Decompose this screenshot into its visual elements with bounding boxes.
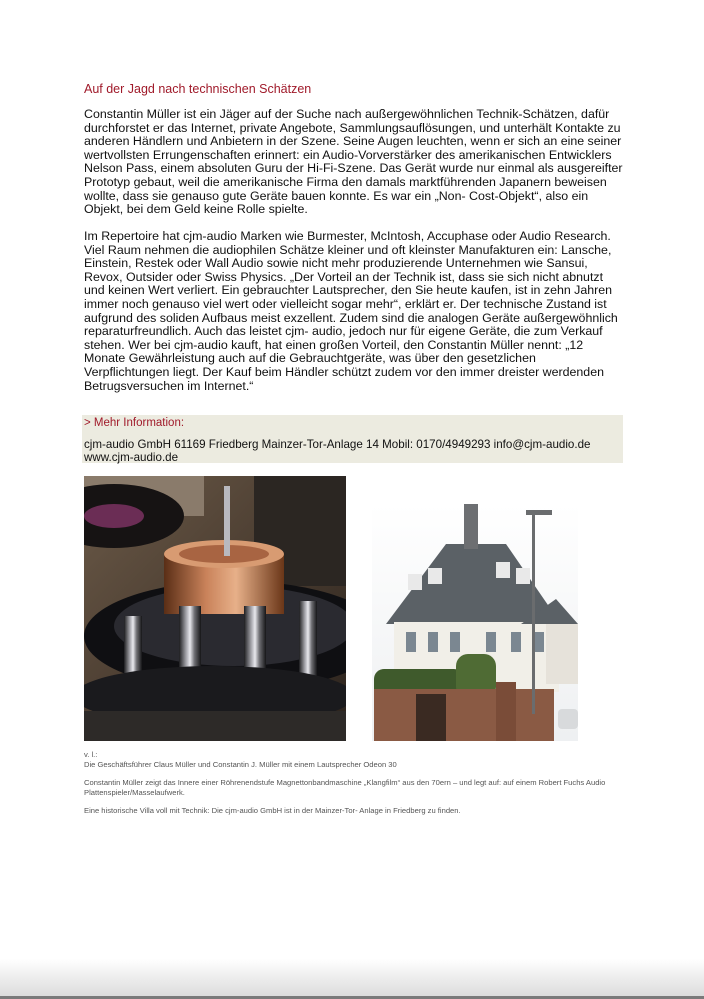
caption-1: Die Geschäftsführer Claus Müller und Constantin J. Müller mit einem Lautsprecher Odeon 30 [84, 760, 397, 769]
article-paragraph-1: Constantin Müller ist ein Jäger auf der Suche nach außergewöhnlichen Technik-Schätzen, dafür durchforstet er das Internet, private Angebote, Sammlungsauflösungen, und unterhält Kontakte zu anderen Händlern und Anbietern in der Szene. Seine Augen leuchten, wenn er sich an eine seiner wertvollsten Errungenschaften erinnert: ein Audio-Vorverstärker des amerikanischen Entwicklers Nelson Pass, einem absoluten Guru der Hi-Fi-Szene. Das Gerät wurde nur einmal als ausgereifter Prototyp gebaut, weil die amerikanische Firma den damals marktführenden Japanern beweisen wollte, dass sie genauso gute Geräte bauen konnte. Es war ein „Non- Cost-Objekt“, also ein Objekt, bei dem Geld keine Rolle spielte. [84, 107, 623, 217]
villa-photo [346, 504, 578, 741]
caption-3: Eine historische Villa voll mit Technik: Die cjm-audio GmbH ist in der Mainzer-Tor- Anlage in Friedberg zu finden. [84, 806, 461, 815]
info-box [82, 415, 623, 463]
caption-prefix: v. l.: [84, 750, 98, 759]
article-heading: Auf der Jagd nach technischen Schätzen [84, 82, 312, 96]
article-paragraph-2: Im Repertoire hat cjm-audio Marken wie Burmester, McIntosh, Accuphase oder Audio Research. Viel Raum nehmen die audiophilen Schätze kleiner und oft kleinster Manufakturen ein: Lansche, Einstein, Restek oder Wall Audio sowie nicht mehr produzierende Unternehmen wie Sansui, Revox, Outsider oder Swiss Physics. „Der Vorteil an der Technik ist, dass sie sich nicht abnutzt und keinen Wert verliert. Ein gebrauchter Lautsprecher, den Sie heute kaufen, ist in zehn Jahren immer noch genauso viel wert oder vielleicht sogar mehr“, erklärt er. Der technische Zustand ist aufgrund des soliden Aufbaus meist exzellent. Zudem sind die analogen Geräte außergewöhnlich reparaturfreundlich. Auch das leistet cjm- audio, jedoch nur für eigene Geräte, die zum Verkauf stehen. Wer bei cjm-audio kauft, hat einen großen Vorteil, den Constantin Müller nennt: „12 Monate Gewährleistung auch auf die Gebrauchtgeräte, was über den gesetzlichen Verpflichtungen liegt. Der Kauf beim Händler schützt zudem vor den immer dreister werdenden Betrugsversuchen im Internet.“ [84, 229, 618, 393]
caption-2: Constantin Müller zeigt das Innere einer Röhrenendstufe Magnettonbandmaschine „Klangfilm“ aus den 70ern – und legt auf: auf einem Robert Fuchs Audio Plattenspieler/Masselaufwerk. [84, 778, 606, 797]
turntable-photo [84, 476, 346, 741]
villa-illustration [346, 504, 578, 741]
info-title: > Mehr Information: [84, 417, 185, 429]
page-bottom-shadow [0, 959, 704, 999]
turntable-illustration [84, 476, 346, 741]
info-contact-text: cjm-audio GmbH 61169 Friedberg Mainzer-Tor-Anlage 14 Mobil: 0170/4949293 info@cjm-audio.de www.cjm-audio.de [84, 438, 591, 464]
